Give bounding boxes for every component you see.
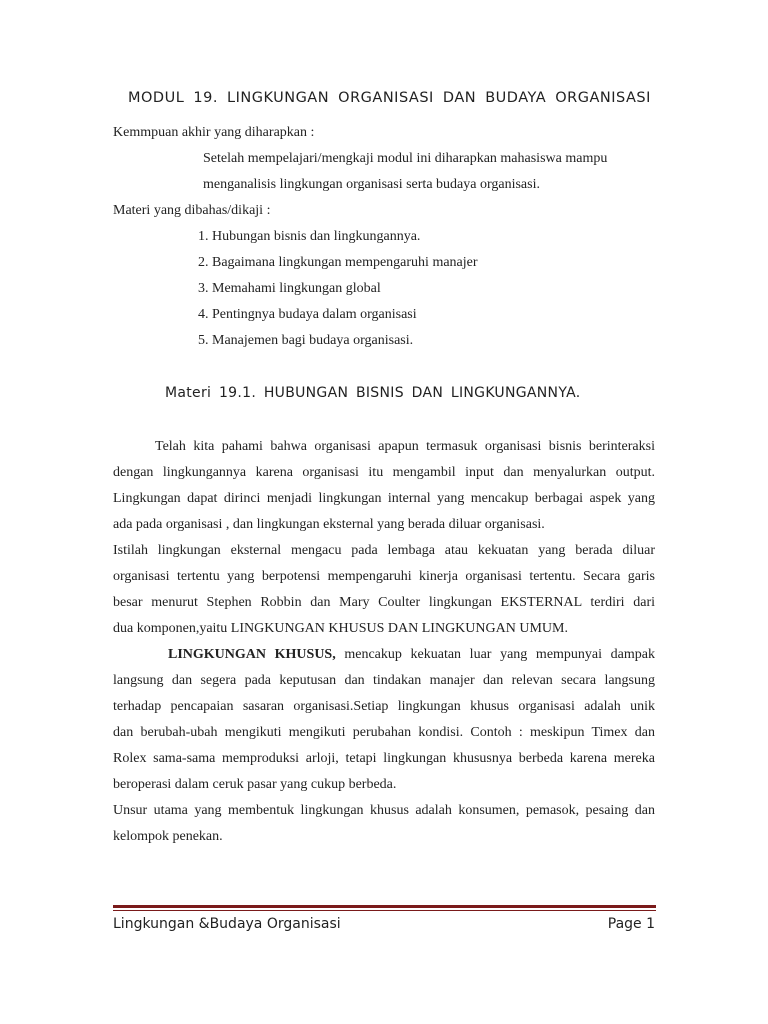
paragraph-line: kelompok penekan. [113,829,223,844]
footer-rule-thin [113,910,656,911]
paragraph-line: Lingkungan dapat dirinci menjadi lingkungan internal yang mencakup berbagai aspek yang [113,491,655,506]
paragraph-line: organisasi tertentu yang berpotensi mempengaruhi kinerja organisasi tertentu. Secara garis [113,569,655,584]
kemampuan-label: Kemmpuan akhir yang diharapkan : [113,125,315,140]
paragraph-line: ada pada organisasi , dan lingkungan eksternal yang berada diluar organisasi. [113,517,545,532]
list-item: 3. Memahami lingkungan global [198,281,381,296]
paragraph-line: terhadap pencapaian sasaran organisasi.Setiap lingkungan khusus organisasi adalah unik [113,699,655,714]
paragraph-line: Unsur utama yang membentuk lingkungan khusus adalah konsumen, pemasok, pesaing dan [113,803,655,818]
list-item: 2. Bagaimana lingkungan mempengaruhi manajer [198,255,478,270]
lingkungan-khusus-term: LINGKUNGAN KHUSUS, [168,647,336,662]
paragraph-line: Rolex sama-sama memproduksi arloji, tetapi lingkungan khususnya berbeda karena mereka [113,751,655,766]
page-title: MODUL 19. LINGKUNGAN ORGANISASI DAN BUDAYA ORGANISASI [128,90,651,106]
kemampuan-text-line1: Setelah mempelajari/mengkaji modul ini diharapkan mahasiswa mampu [203,151,608,166]
paragraph-line: langsung dan segera pada keputusan dan tindakan manajer dan relevan secara langsung [113,673,655,688]
paragraph-line: dua komponen,yaitu LINGKUNGAN KHUSUS DAN LINGKUNGAN UMUM. [113,621,568,636]
page-number: Page 1 [607,916,655,932]
footer-title: Lingkungan &Budaya Organisasi [113,916,341,932]
paragraph-line: Istilah lingkungan eksternal mengacu pada lembaga atau kekuatan yang berada diluar [113,543,655,558]
body-paragraph-1 [113,434,655,642]
paragraph-line: dengan lingkungannya karena organisasi itu mengambil input dan menyalurkan output. [113,465,655,480]
paragraph-line: besar menurut Stephen Robbin dan Mary Coulter lingkungan EKSTERNAL terdiri dari [113,595,655,610]
paragraph-line: Telah kita pahami bahwa organisasi apapun termasuk organisasi bisnis berinteraksi [155,439,655,454]
section-heading: Materi 19.1. HUBUNGAN BISNIS DAN LINGKUNGANNYA. [165,385,581,401]
materi-label: Materi yang dibahas/dikaji : [113,203,271,218]
footer-rule-thick [113,905,656,908]
paragraph-line: beroperasi dalam ceruk pasar yang cukup berbeda. [113,777,397,792]
list-item: 5. Manajemen bagi budaya organisasi. [198,333,414,348]
paragraph-line-rest: mencakup kekuatan luar yang mempunyai dampak [335,647,655,662]
kemampuan-text-line2: menganalisis lingkungan organisasi serta budaya organisasi. [203,177,540,192]
list-item: 4. Pentingnya budaya dalam organisasi [198,307,417,322]
paragraph-line: dan berubah-ubah mengikuti mengikuti perubahan kondisi. Contoh : meskipun Timex dan [113,725,655,740]
body-paragraph-2 [113,642,655,850]
list-item: 1. Hubungan bisnis dan lingkungannya. [198,229,421,244]
paragraph-line [113,642,655,668]
